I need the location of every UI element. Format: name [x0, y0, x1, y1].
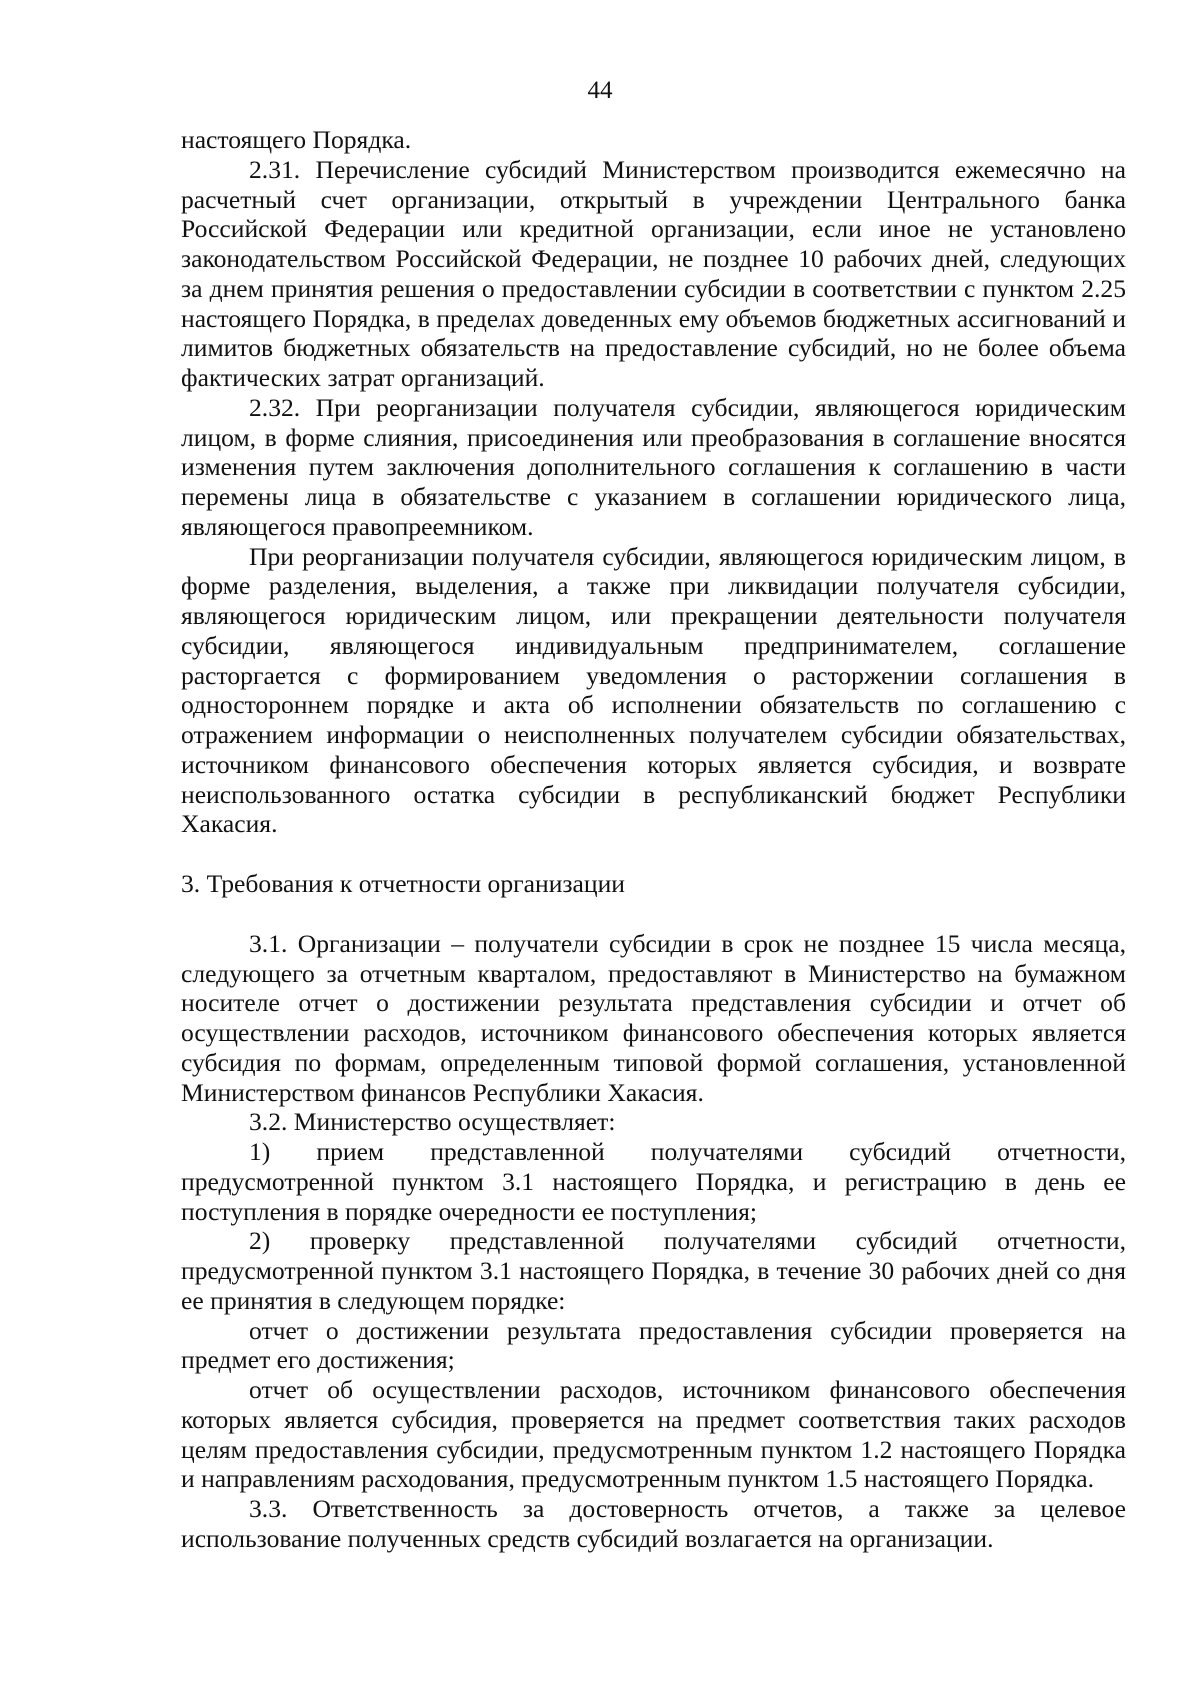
paragraph-2-32: 2.32. При реорганизации получателя субсидии, являющегося юридическим лицом, в форме слияния, присоединения или преобразования в соглашение вносятся изменения путем заключения дополнительного соглашения к соглашению в части перемены лица в обязательстве с указанием в соглашении юридического лица, являющегося правопреемником.: [181, 392, 1126, 541]
list-item-1: 1) прием представленной получателями субсидий отчетности, предусмотренной пунктом 3.1 настоящего Порядка, и регистрацию в день ее поступления в порядке очередности ее поступления;: [181, 1137, 1126, 1226]
paragraph-reorganization: При реорганизации получателя субсидии, являющегося юридическим лицом, в форме разделения, выделения, а также при ликвидации получателя субсидии, являющегося юридическим лицом, или прекращении деятельности получателя субсидии, являющегося индивидуальным предпринимателем, соглашение расторгается с формированием уведомления о расторжении соглашения в одностороннем порядке и акта об исполнении обязательств по соглашению с отражением информации о неисполненных получателем субсидии обязательствах, источником финансового обеспечения которых является субсидия, и возврате неиспользованного остатка субсидии в республиканский бюджет Республики Хакасия.: [181, 541, 1126, 839]
paragraph-report-result: отчет о достижении результата предоставления субсидии проверяется на предмет его достижения;: [181, 1315, 1126, 1375]
section-heading-3: 3. Требования к отчетности организации: [181, 869, 625, 898]
list-item-2: 2) проверку представленной получателями субсидий отчетности, предусмотренной пунктом 3.1 настоящего Порядка, в течение 30 рабочих дней со дня ее принятия в следующем порядке:: [181, 1226, 1126, 1315]
paragraph-3-3: 3.3. Ответственность за достоверность отчетов, а также за целевое использование полученных средств субсидий возлагается на организации.: [181, 1494, 1126, 1553]
paragraph-3-1: 3.1. Организации – получатели субсидии в срок не позднее 15 числа месяца, следующего за отчетным кварталом, предоставляют в Министерство на бумажном носителе отчет о достижении результата представления субсидии и отчет об осуществлении расходов, источником финансового обеспечения которых является субсидия по формам, определенным типовой формой соглашения, установленной Министерством финансов Республики Хакасия.: [181, 928, 1126, 1107]
document-body: [181, 125, 1126, 1554]
page-number: 44: [587, 77, 613, 104]
paragraph-report-expenses: отчет об осуществлении расходов, источником финансового обеспечения которых является субсидия, проверяется на предмет соответствия таких расходов целям предоставления субсидии, предусмотренным пунктом 1.2 настоящего Порядка и направлениям расходования, предусмотренным пунктом 1.5 настоящего Порядка.: [181, 1375, 1126, 1494]
paragraph-continuation: настоящего Порядка.: [181, 125, 412, 154]
paragraph-3-2: 3.2. Министерство осуществляет:: [249, 1107, 616, 1137]
paragraph-2-31: 2.31. Перечисление субсидий Министерством производится ежемесячно на расчетный счет организации, открытый в учреждении Центрального банка Российской Федерации или кредитной организации, если иное не установлено законодательством Российской Федерации, не позднее 10 рабочих дней, следующих за днем принятия решения о предоставлении субсидии в соответствии с пунктом 2.25 настоящего Порядка, в пределах доведенных ему объемов бюджетных ассигнований и лимитов бюджетных обязательств на предоставление субсидий, но не более объема фактических затрат организаций.: [181, 154, 1126, 392]
